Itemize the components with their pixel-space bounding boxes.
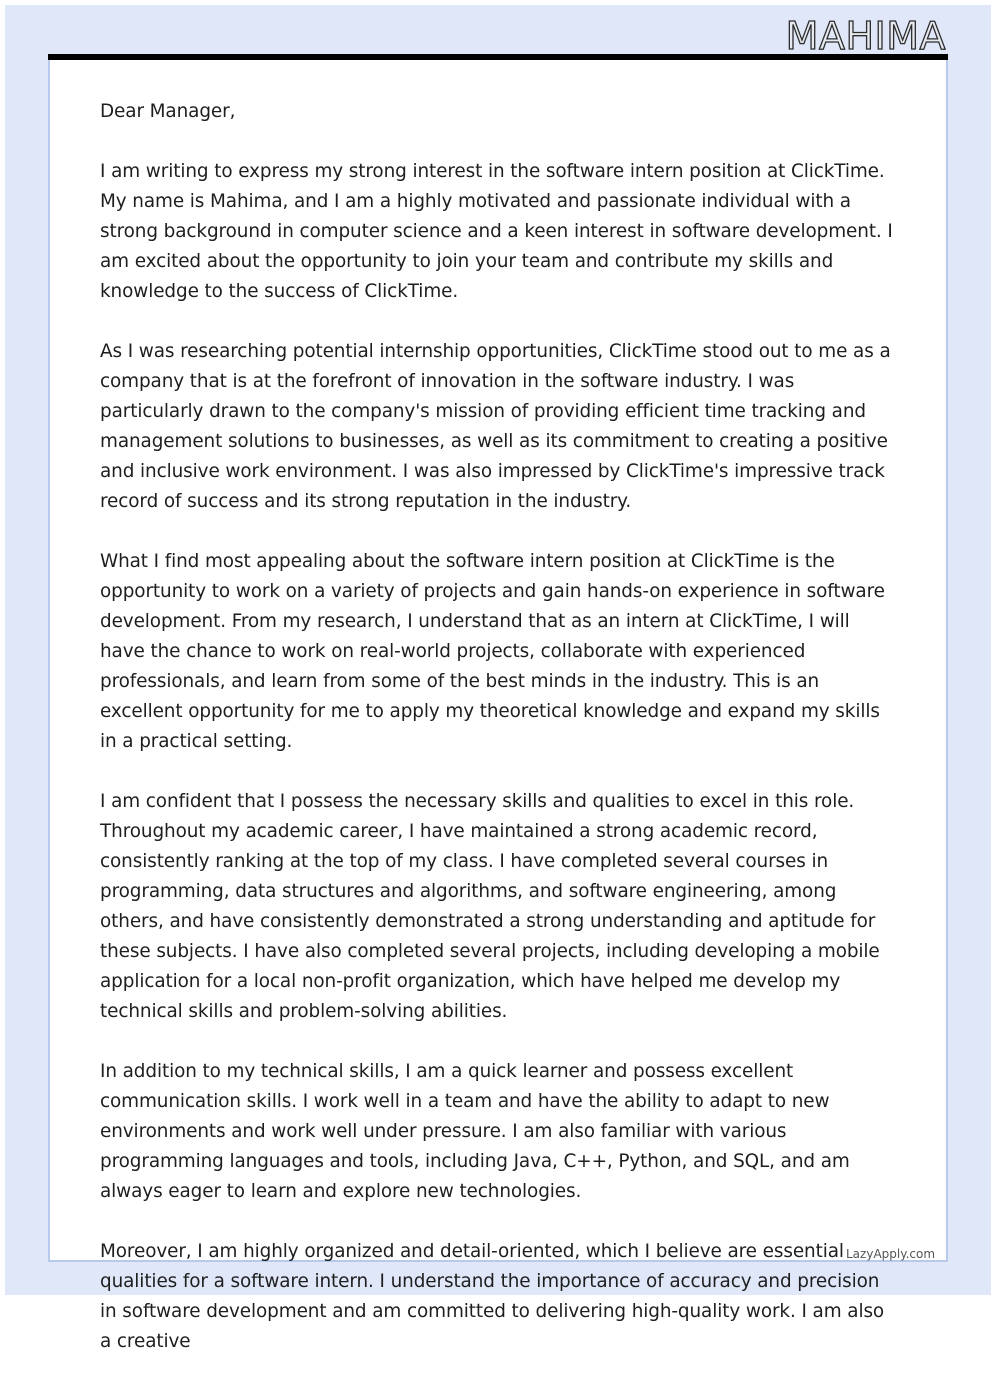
paragraph-qualifications: I am confident that I possess the necessary skills and qualities to excel in this role. Throughout my academic career, I have maintained a strong academic record, consistently ranking at the top of my class. I have completed several courses in programming, data structures and algorithms, and software engineering, among others, and have consistently demonstrated a strong understanding and aptitude for these subjects. I have also completed several projects, including developing a mobile application for a local non-profit organization, which have helped me develop my technical skills and problem-solving abilities. (100, 791, 880, 1022)
paragraph-position: What I find most appealing about the software intern position at ClickTime is the opportunity to work on a variety of projects and gain hands-on experience in software development. From my research, I understand that as an intern at ClickTime, I will have the chance to work on real-world projects, collaborate with experienced professionals, and learn from some of the best minds in the industry. This is an excellent opportunity for me to apply my theoretical knowledge and expand my skills in a practical setting. (100, 551, 885, 752)
paragraph-company: As I was researching potential internship opportunities, ClickTime stood out to me as a company that is at the forefront of innovation in the software industry. I was particularly drawn to the company's mission of providing efficient time tracking and management solutions to businesses, as well as its commitment to creating a positive and inclusive work environment. I was also impressed by ClickTime's impressive track record of success and its strong reputation in the industry. (100, 341, 891, 512)
letter-body (100, 97, 900, 1387)
paragraph-organization: Moreover, I am highly organized and detail-oriented, which I believe are essential qualities for a software intern. I understand the importance of accuracy and precision in software development and am committed to delivering high-quality work. I am also a creative (100, 1241, 885, 1352)
watermark-link[interactable]: LazyApply.com (846, 1247, 936, 1261)
paragraph-intro: I am writing to express my strong interest in the software intern position at ClickTime. My name is Mahima, and I am a highly motivated and passionate individual with a strong background in computer science and a keen interest in software development. I am excited about the opportunity to join your team and contribute my skills and knowledge to the success of ClickTime. (100, 161, 893, 302)
salutation: Dear Manager, (100, 101, 236, 122)
applicant-name-heading: MAHIMA (785, 14, 946, 58)
paragraph-soft-skills: In addition to my technical skills, I am a quick learner and possess excellent communication skills. I work well in a team and have the ability to adapt to new environments and work well under pressure. I am also familiar with various programming languages and tools, including Java, C++, Python, and SQL, and am always eager to learn and explore new technologies. (100, 1061, 850, 1202)
